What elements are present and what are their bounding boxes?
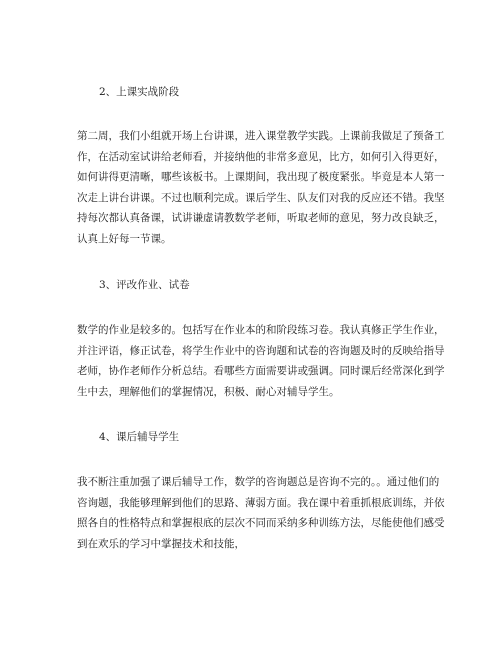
paragraph-line: 持每次都认真备课，试讲谦虚请教数学老师，听取老师的意见，努力改良缺乏，	[77, 212, 445, 224]
paragraph-line: 次走上讲台讲课。不过也顺利完成。课后学生、队友们对我的反应还不错。我坚	[77, 191, 445, 204]
section-heading-practice: 2、上课实战阶段	[99, 86, 180, 98]
paragraph-line: 生中去，理解他们的掌握情况，积极、耐心对辅导学生。	[77, 385, 340, 398]
paragraph-line: 认真上好每一节课。	[77, 232, 172, 245]
section-paragraph-practice	[77, 126, 445, 249]
paragraph-line: 咨询题，我能够理解到他们的思路、薄弱方面。我在课中着重抓根底训练，并依	[77, 496, 445, 509]
section-paragraph-grading	[77, 320, 445, 402]
section-paragraph-tutoring	[77, 472, 445, 554]
paragraph-line: 数学的作业是较多的。包括写在作业本的和阶段练习卷。我认真修正学生作业，	[77, 324, 445, 336]
section-heading-tutoring: 4、课后辅导学生	[99, 431, 180, 443]
paragraph-line: 到在欢乐的学习中掌握技术和技能，	[77, 537, 245, 550]
paragraph-line: 我不断注重加强了课后辅导工作，数学的咨询题总是咨询不完的。。通过他们的	[77, 476, 440, 488]
section-heading-grading: 3、评改作业、试卷	[99, 279, 190, 291]
paragraph-line: 并注评语，修正试卷，将学生作业中的咨询题和试卷的咨询题及时的反映给指导	[77, 344, 445, 357]
paragraph-line: 作，在活动室试讲给老师看，并接纳他的非常多意见，比方，如何引入得更好，	[77, 150, 445, 163]
paragraph-line: 老师，协作老师作分析总结。看哪些方面需要讲或强调。同时课后经常深化到学	[77, 365, 445, 377]
paragraph-line: 照各自的性格特点和掌握根底的层次不同而采纳多种训练方法，尽能使他们感受	[77, 517, 445, 529]
paragraph-line: 如何讲得更清晰，哪些该板书。上课期间，我出现了极度紧张。毕竟是本人第一	[77, 171, 445, 183]
paragraph-line: 第二周，我们小组就开场上台讲课，进入课堂教学实践。上课前我做足了预备工	[77, 130, 445, 142]
